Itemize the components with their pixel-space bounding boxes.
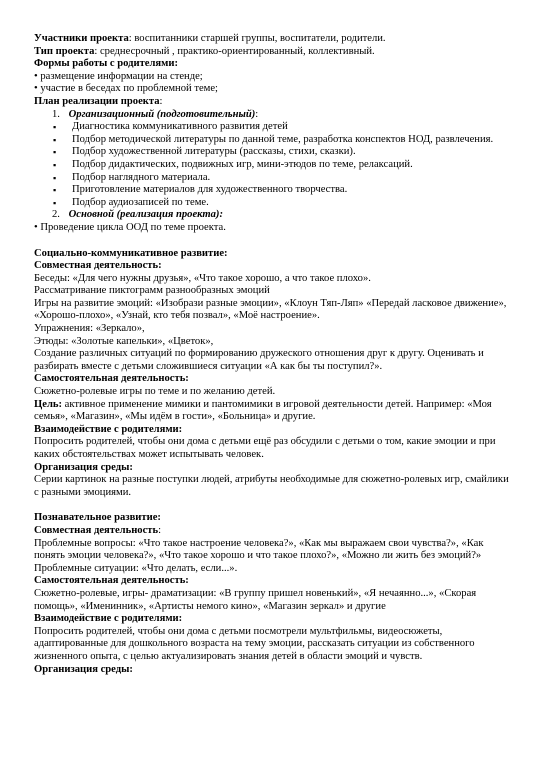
paragraph: Проблемные ситуации: «Что делать, если...». <box>34 562 238 574</box>
paragraph: Сюжетно-ролевые, игры- драматизации: «В группу пришел новенький», «Я нечаянно...», «Скорая помощь», «Именинник», «Артисты немого кино», «Магазин зеркал» и другие <box>34 587 477 612</box>
participants-text: : воспитанники старшей группы, воспитатели, родители. <box>128 33 386 44</box>
forms-item: • размещение информации на стенде; <box>34 70 203 82</box>
project-type-label: Тип проекта <box>34 45 95 57</box>
project-type-text: : среднесрочный , практико-ориентированный, коллективный. <box>94 45 375 57</box>
goal-label: Цель: <box>34 398 63 410</box>
stage-2-title: Основной (реализация проекта): <box>68 209 223 221</box>
paragraph: Этюды: «Золотые капельки», «Цветок», <box>34 335 214 347</box>
section-title-cognitive: Познавательное развитие: <box>34 512 161 524</box>
list-item: ▪ Приготовление материалов для художественного творчества. <box>34 184 513 197</box>
project-type-line <box>34 46 513 59</box>
paragraph: Рассматривание пиктограмм разнообразных эмоций <box>34 285 270 297</box>
paragraph: Сюжетно-ролевые игры по теме и по желанию детей. <box>34 386 276 398</box>
paragraph: Игры на развитие эмоций: «Изобрази разные эмоции», «Клоун Тяп-Ляп» «Передай ласковое движение», «Хорошо-плохо», «Узнай, кто тебя позвал», «Моё настроение». <box>34 297 507 322</box>
cognitive-parents-label: Взаимодействие с родителями: <box>34 613 183 625</box>
paragraph: Серии картинок на разные поступки людей, атрибуты необходимые для сюжетно-ролевых игр, смайлики с разными эмоциями. <box>34 474 509 498</box>
plan-line: План реализации проекта: <box>34 95 163 107</box>
paragraph: Попросить родителей, чтобы они дома с детьми посмотрели мультфильмы, видеосюжеты, адаптированные для дошкольного возраста на тему эмоции, рассказать ситуации из собственного жизненного опыта, с целью актуализировать знания детей в области эмоций и чувств. <box>34 625 475 662</box>
list-item: ▪ Подбор художественной литературы (рассказы, стихи, сказки). <box>34 146 513 159</box>
section-title-social: Социально-коммуникативное развитие: <box>34 247 228 259</box>
list-item: ▪ Подбор дидактических, подвижных игр, мини-этюдов по теме, релаксаций. <box>34 159 513 172</box>
forms-item: • участие в беседах по проблемной теме; <box>34 83 218 95</box>
stage-1-title: Организационный (подготовительный) <box>68 108 256 120</box>
paragraph: Попросить родителей, чтобы они дома с детьми ещё раз обсудили с детьми о том, какие эмоции и при каких обстоятельствах может испытывать человек. <box>34 436 496 460</box>
stage-2-heading: 2. Основной (реализация проекта): <box>52 209 223 221</box>
stage-1-list <box>34 121 513 209</box>
list-item: ▪ Подбор аудиозаписей по теме. <box>34 197 513 210</box>
paragraph: Беседы: «Для чего нужны друзья», «Что такое хорошо, а что такое плохо». <box>34 272 371 284</box>
social-independent-label: Самостоятельная деятельность: <box>34 373 189 385</box>
list-item: ▪ Подбор наглядного материала. <box>34 172 513 185</box>
list-item: ▪ Диагностика коммуникативного развития детей <box>34 121 513 134</box>
participants-line <box>34 33 513 46</box>
social-joint-label: Совместная деятельность: <box>34 260 162 272</box>
stage-1-heading: 1. Организационный (подготовительный): <box>52 108 259 120</box>
cognitive-env-label: Организация среды: <box>34 663 133 675</box>
goal-paragraph: Цель: активное применение мимики и пантомимики в игровой деятельности детей. Например: «Моя семья», «Магазин», «Мы идём в гости», «Больница» и другие. <box>34 398 492 423</box>
social-env-label: Организация среды: <box>34 461 133 473</box>
cognitive-independent-label: Самостоятельная деятельность: <box>34 575 189 587</box>
list-item: ▪ Подбор методической литературы по данной теме, разработка конспектов НОД, развлечения. <box>34 134 513 147</box>
stage-2-item: • Проведение цикла ООД по теме проекта. <box>34 221 226 233</box>
forms-label: Формы работы с родителями: <box>34 58 179 70</box>
participants-label: Участники проекта <box>34 33 129 44</box>
cognitive-joint-label: Совместная деятельность: <box>34 524 162 536</box>
social-parents-label: Взаимодействие с родителями: <box>34 423 183 435</box>
paragraph: Упражнения: «Зеркало», <box>34 323 145 335</box>
paragraph: Создание различных ситуаций по формированию дружеского отношения друг к другу. Оценивать и разбирать вместе с детьми сложившиеся ситуации «А как бы ты поступил?». <box>34 348 484 372</box>
paragraph: Проблемные вопросы: «Что такое настроение человека?», «Как мы выражаем свои чувства?», «Как понять эмоции человека?», «Что такое хорошо и что такое плохо?», «Можно ли жить без эмоций?» <box>34 537 484 562</box>
plan-label: План реализации проекта <box>34 95 160 107</box>
